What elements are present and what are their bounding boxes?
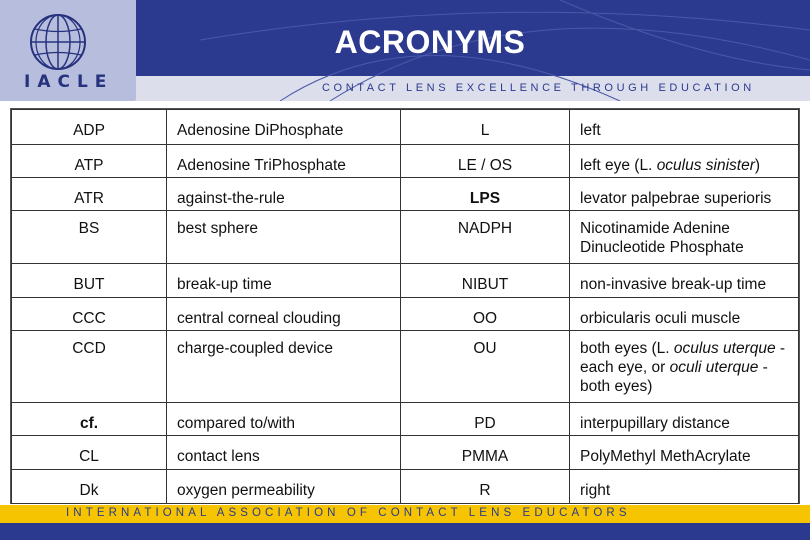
definition-cell: left eye (L. oculus sinister) <box>570 145 799 178</box>
acronym-cell: LPS <box>401 178 570 211</box>
footer-text: INTERNATIONAL ASSOCIATION OF CONTACT LENS EDUCATORS <box>66 507 631 519</box>
acronym-cell: CCD <box>12 331 167 403</box>
table-row <box>12 331 799 403</box>
acronym-cell: PMMA <box>401 436 570 470</box>
acronym-cell: R <box>401 470 570 504</box>
footer-navy-band <box>0 523 810 540</box>
page-title: ACRONYMS <box>334 24 526 60</box>
definition-cell: central corneal clouding <box>167 298 401 331</box>
header-tagline: CONTACT LENS EXCELLENCE THROUGH EDUCATION <box>322 82 755 94</box>
acronym-cell: OO <box>401 298 570 331</box>
table-row <box>12 470 799 504</box>
acronym-cell: PD <box>401 403 570 436</box>
acronym-cell: ADP <box>12 110 167 145</box>
definition-cell: right <box>570 470 799 504</box>
table-row <box>12 436 799 470</box>
acronym-table <box>11 109 799 504</box>
acronym-table-container <box>10 108 800 504</box>
table-row <box>12 264 799 298</box>
table-row <box>12 110 799 145</box>
definition-cell: oxygen permeability <box>167 470 401 504</box>
definition-cell: PolyMethyl MethAcrylate <box>570 436 799 470</box>
definition-cell: break-up time <box>167 264 401 298</box>
acronym-cell: CL <box>12 436 167 470</box>
definition-cell: both eyes (L. oculus uterque - each eye, or oculi uterque - both eyes) <box>570 331 799 403</box>
acronym-cell: OU <box>401 331 570 403</box>
footer-gold-strip <box>0 505 810 523</box>
definition-cell: against-the-rule <box>167 178 401 211</box>
acronym-cell: BS <box>12 211 167 264</box>
acronym-cell: BUT <box>12 264 167 298</box>
table-row <box>12 178 799 211</box>
table-row <box>12 145 799 178</box>
acronym-cell: CCC <box>12 298 167 331</box>
acronym-cell: LE / OS <box>401 145 570 178</box>
logo-panel <box>0 0 136 101</box>
definition-cell: orbicularis oculi muscle <box>570 298 799 331</box>
table-row <box>12 403 799 436</box>
definition-cell: non-invasive break-up time <box>570 264 799 298</box>
definition-cell: Nicotinamide Adenine Dinucleotide Phosphate <box>570 211 799 264</box>
acronym-cell: cf. <box>12 403 167 436</box>
slide-footer <box>0 505 810 540</box>
definition-cell: left <box>570 110 799 145</box>
definition-cell: interpupillary distance <box>570 403 799 436</box>
acronym-cell: L <box>401 110 570 145</box>
globe-icon <box>26 10 90 74</box>
acronym-cell: ATP <box>12 145 167 178</box>
definition-cell: best sphere <box>167 211 401 264</box>
acronym-cell: Dk <box>12 470 167 504</box>
table-row <box>12 211 799 264</box>
definition-cell: charge-coupled device <box>167 331 401 403</box>
definition-cell: Adenosine TriPhosphate <box>167 145 401 178</box>
definition-cell: levator palpebrae superioris <box>570 178 799 211</box>
definition-cell: contact lens <box>167 436 401 470</box>
definition-cell: compared to/with <box>167 403 401 436</box>
table-row <box>12 298 799 331</box>
acronym-cell: NADPH <box>401 211 570 264</box>
acronym-cell: ATR <box>12 178 167 211</box>
logo-text: IACLE <box>24 72 114 92</box>
slide-header <box>0 0 810 101</box>
acronym-cell: NIBUT <box>401 264 570 298</box>
definition-cell: Adenosine DiPhosphate <box>167 110 401 145</box>
